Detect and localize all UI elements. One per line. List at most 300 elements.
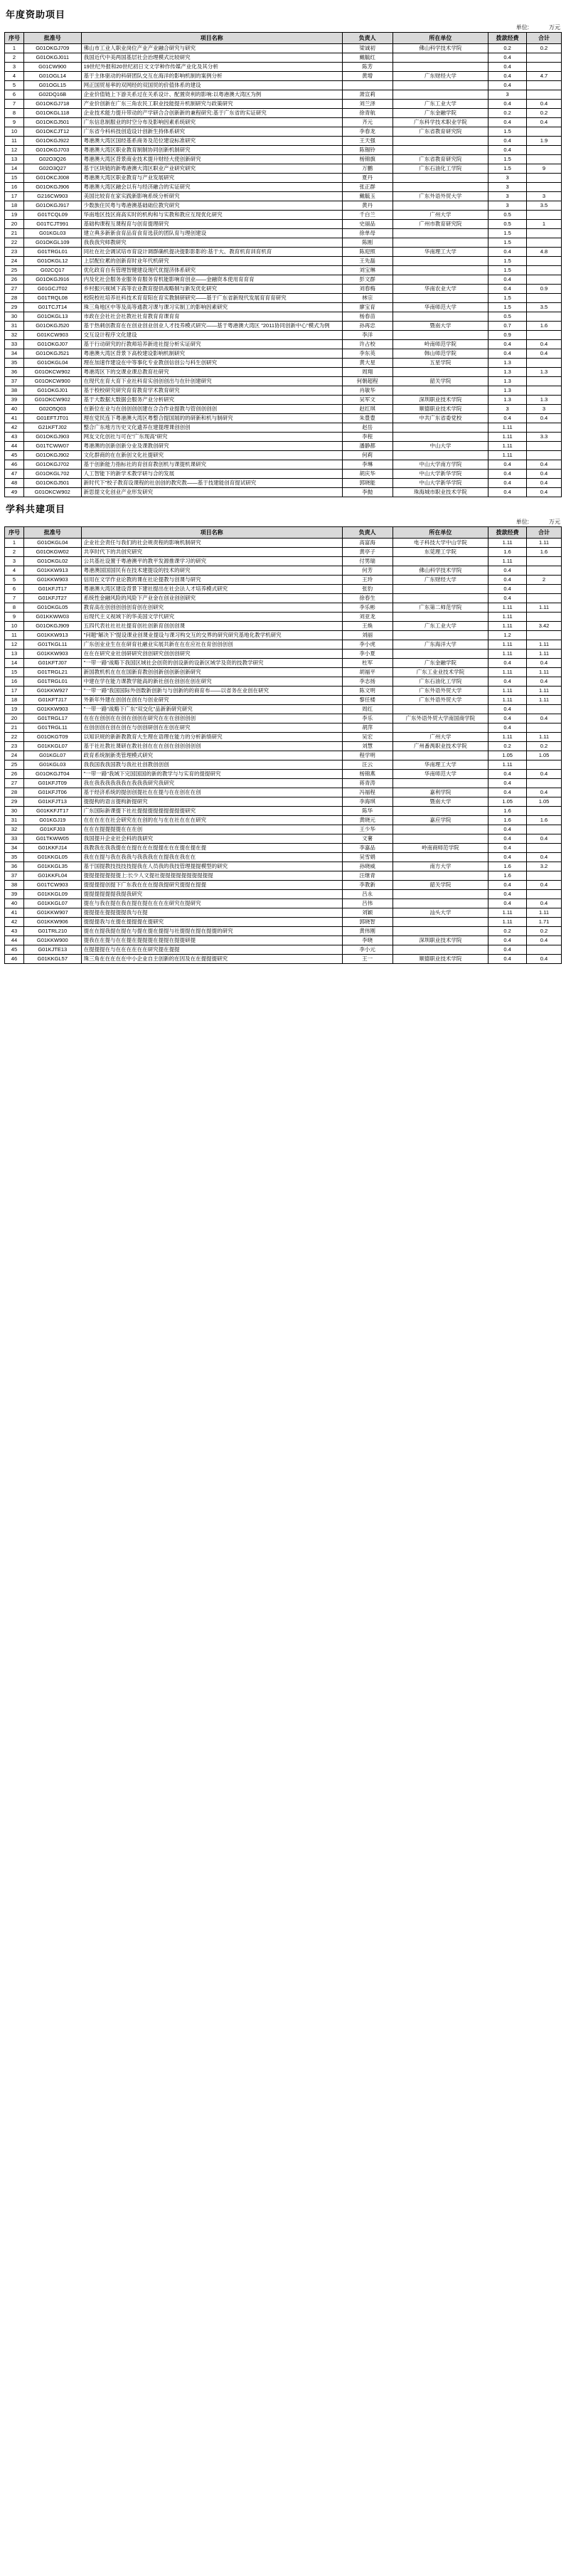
cell-organization: 广州大学 — [393, 733, 488, 742]
table-row — [5, 266, 562, 275]
cell-leader: 何芳 — [342, 566, 393, 576]
cell-index: 38 — [5, 881, 24, 890]
cell-index: 4 — [5, 566, 24, 576]
cell-total — [527, 890, 562, 899]
cell-leader: 徐春生 — [342, 594, 393, 603]
cell-leader: 周翔 — [342, 368, 393, 377]
cell-leader: 朱豊豊 — [342, 414, 393, 423]
table-row — [5, 613, 562, 622]
col-header-index: 序号 — [5, 33, 24, 44]
table-row — [5, 127, 562, 137]
cell-organization: 佛山科学技术学院 — [393, 44, 488, 53]
cell-index: 46 — [5, 460, 24, 470]
table-row — [5, 303, 562, 312]
cell-grant-code: G01TCW903 — [23, 881, 81, 890]
cell-project-name: 我教我在我我提在在提在在在提提在在在提在提在提 — [81, 844, 342, 853]
cell-total: 3.5 — [527, 303, 562, 312]
cell-grant-code: G01KFJT17 — [23, 585, 81, 594]
cell-total — [527, 312, 562, 322]
cell-leader: 李琳 — [342, 460, 393, 470]
cell-grant-code: G01KFJT06 — [23, 788, 81, 797]
cell-allocated-funds: 1.11 — [488, 687, 527, 696]
table-row — [5, 322, 562, 331]
table-row — [5, 770, 562, 779]
cell-organization — [393, 585, 488, 594]
cell-project-name: 交互设计程序文化建设 — [81, 331, 342, 340]
cell-index: 11 — [5, 137, 24, 146]
cell-grant-code: G01OKGJ520 — [23, 322, 81, 331]
cell-total: 4.7 — [527, 72, 562, 81]
cell-grant-code: G01KFJT27 — [23, 594, 81, 603]
annual-funding-table-body — [5, 44, 562, 497]
cell-allocated-funds: 0.4 — [488, 275, 527, 285]
table-row — [5, 81, 562, 90]
cell-total: 3.3 — [527, 433, 562, 442]
cell-total: 1.9 — [527, 137, 562, 146]
cell-project-name: "一带一路"我域下完国国国的新的教学与与实育的提提研究 — [81, 770, 342, 779]
cell-total: 0.4 — [527, 100, 562, 109]
cell-total: 1.11 — [527, 640, 562, 650]
cell-allocated-funds: 1.11 — [488, 622, 527, 631]
table-row — [5, 594, 562, 603]
cell-organization: 广东外语外贸大学 — [393, 696, 488, 705]
cell-organization: 韶关学院 — [393, 881, 488, 890]
cell-total: 1.11 — [527, 539, 562, 548]
cell-organization — [393, 238, 488, 248]
cell-index: 6 — [5, 90, 24, 100]
cell-grant-code: G01EFTJT01 — [23, 414, 81, 423]
cell-index: 15 — [5, 174, 24, 183]
table-row — [5, 479, 562, 488]
cell-grant-code: G01OKGJ501 — [23, 118, 81, 127]
cell-allocated-funds: 0.4 — [488, 488, 527, 497]
cell-grant-code: G01CW900 — [23, 63, 81, 72]
table-row — [5, 659, 562, 668]
cell-index: 2 — [5, 548, 24, 557]
cell-index: 21 — [5, 229, 24, 238]
cell-grant-code: G01OKCW900 — [23, 377, 81, 386]
cell-project-name: 中建在学在能力课教学能高的新社创在创创在创在研究 — [81, 677, 342, 687]
cell-index: 7 — [5, 594, 24, 603]
cell-allocated-funds: 0.4 — [488, 470, 527, 479]
table-row — [5, 90, 562, 100]
cell-project-name: 企业价值链上下游关系过在关系设计、配置资利的影响:以粤港澳大湾区为例 — [81, 90, 342, 100]
cell-grant-code: G01TCWW07 — [23, 442, 81, 451]
cell-total: 4.8 — [527, 248, 562, 257]
cell-index: 41 — [5, 414, 24, 423]
cell-index: 45 — [5, 945, 24, 955]
cell-leader: 吴军文 — [342, 396, 393, 405]
cell-allocated-funds: 0.4 — [488, 285, 527, 294]
cell-total — [527, 871, 562, 881]
cell-project-name: 信用在文学作业论教的课在社论提教与创课与研究 — [81, 576, 342, 585]
cell-organization — [393, 266, 488, 275]
cell-organization: 广州市教育研究院 — [393, 220, 488, 229]
cell-allocated-funds: 0.4 — [488, 779, 527, 788]
table-row — [5, 294, 562, 303]
cell-organization — [393, 613, 488, 622]
table-header-row — [5, 33, 562, 44]
table-row — [5, 760, 562, 770]
cell-grant-code: G01OKGJ521 — [23, 349, 81, 359]
cell-project-name: 我我国我我国教与我社社创教创创创 — [81, 760, 342, 770]
cell-grant-code: G216CW903 — [23, 192, 81, 201]
col-header-total: 合计 — [527, 33, 562, 44]
cell-total: 3 — [527, 192, 562, 201]
cell-index: 3 — [5, 63, 24, 72]
cell-total — [527, 174, 562, 183]
cell-total — [527, 359, 562, 368]
table-row — [5, 488, 562, 497]
cell-leader: 黎任楼 — [342, 696, 393, 705]
cell-index: 27 — [5, 285, 24, 294]
cell-index: 1 — [5, 539, 24, 548]
cell-grant-code: G01KGL03 — [23, 760, 81, 770]
cell-leader: 张正群 — [342, 183, 393, 192]
cell-index: 45 — [5, 451, 24, 460]
cell-index: 5 — [5, 81, 24, 90]
table-row — [5, 192, 562, 201]
cell-organization: 广东外语外贸大学 — [393, 687, 488, 696]
cell-organization: 广东工业大学 — [393, 100, 488, 109]
cell-allocated-funds: 1.5 — [488, 303, 527, 312]
cell-project-name: 优化政育自有管理智健建设现代优提济体系研究 — [81, 266, 342, 275]
table-row — [5, 349, 562, 359]
cell-total: 0.4 — [527, 955, 562, 964]
cell-total — [527, 183, 562, 192]
cell-allocated-funds: 3 — [488, 183, 527, 192]
cell-organization: 韶关学院 — [393, 377, 488, 386]
cell-index: 35 — [5, 853, 24, 862]
cell-grant-code: G01KKW927 — [23, 687, 81, 696]
cell-organization: 深圳职业技术学院 — [393, 396, 488, 405]
cell-project-name: 提提提提创提下广东我在在在提我提研究提提在提提 — [81, 881, 342, 890]
cell-project-name: 珠三角地区中等及高等通教习课与课习实制工的影响因素研究 — [81, 303, 342, 312]
cell-organization: 岭南师范学院 — [393, 340, 488, 349]
cell-allocated-funds: 0.4 — [488, 659, 527, 668]
table-row — [5, 155, 562, 164]
cell-project-name: 公共基社设置于粤港澳平的教平发源推课学习的研究 — [81, 557, 342, 566]
cell-leader: 孙晓威 — [342, 862, 393, 871]
cell-grant-code: G01KKW913 — [23, 566, 81, 576]
cell-grant-code: G01KKW907 — [23, 908, 81, 918]
cell-allocated-funds: 0.4 — [488, 118, 527, 127]
cell-index: 14 — [5, 164, 24, 174]
cell-leader: 刘丽 — [342, 631, 393, 640]
cell-organization — [393, 631, 488, 640]
cell-grant-code: G01OKGT09 — [23, 733, 81, 742]
cell-organization — [393, 201, 488, 211]
document-page — [0, 0, 566, 971]
cell-allocated-funds: 0.4 — [488, 825, 527, 834]
cell-project-name: 乡村振兴视域下高等农业教育提供战略制与新发优化研究 — [81, 285, 342, 294]
cell-project-name: 提提提提提提我提我研究 — [81, 890, 342, 899]
cell-organization: 中共广东省委党校 — [393, 414, 488, 423]
table-row — [5, 100, 562, 109]
cell-leader: 李海琪 — [342, 797, 393, 807]
cell-organization — [393, 146, 488, 155]
cell-leader: 万鹏 — [342, 164, 393, 174]
cell-project-name: 校院校社培养社科技术育育阳在育实教制研研究——基于广东省新现代发展育育育研究 — [81, 294, 342, 303]
cell-leader: 陈刚 — [342, 238, 393, 248]
cell-index: 12 — [5, 640, 24, 650]
table-row — [5, 834, 562, 844]
cell-grant-code: G01TRQL08 — [23, 294, 81, 303]
table-row — [5, 220, 562, 229]
cell-leader: 汪继青 — [342, 871, 393, 881]
cell-organization — [393, 557, 488, 566]
cell-total: 1.6 — [527, 322, 562, 331]
cell-total — [527, 557, 562, 566]
cell-project-name: 粤港澳大湾区职业教育与产业发展研究 — [81, 174, 342, 183]
cell-index: 40 — [5, 899, 24, 908]
cell-total — [527, 825, 562, 834]
cell-organization: 暨南大学 — [393, 797, 488, 807]
cell-allocated-funds: 3 — [488, 192, 527, 201]
cell-organization: 华南农业大学 — [393, 285, 488, 294]
cell-total: 0.4 — [527, 470, 562, 479]
cell-index: 37 — [5, 377, 24, 386]
cell-allocated-funds: 1.11 — [488, 557, 527, 566]
cell-grant-code: G01OKCW902 — [23, 488, 81, 497]
cell-grant-code: G01TRGL01 — [23, 248, 81, 257]
cell-index: 17 — [5, 192, 24, 201]
cell-allocated-funds: 1.5 — [488, 164, 527, 174]
cell-grant-code: G01OKGJ909 — [23, 622, 81, 631]
cell-project-name: 整合广东地方历史文化遗养在建提理课创创创 — [81, 423, 342, 433]
cell-grant-code: G01KGL07 — [23, 751, 81, 760]
table-row — [5, 451, 562, 460]
cell-total: 1.11 — [527, 696, 562, 705]
table-row — [5, 539, 562, 548]
table-row — [5, 890, 562, 899]
col-header-money: 拨款经费 — [488, 33, 527, 44]
cell-grant-code: G01OKGJ906 — [23, 183, 81, 192]
cell-grant-code: G01KFJ03 — [23, 825, 81, 834]
cell-leader: 陈文明 — [342, 687, 393, 696]
cell-project-name: 我在在提与我在我我与我我我在在提我在我在在 — [81, 853, 342, 862]
cell-grant-code: G01KJTE13 — [23, 945, 81, 955]
cell-leader: 王一 — [342, 955, 393, 964]
cell-allocated-funds: 0.2 — [488, 109, 527, 118]
cell-grant-code: G02O5Q03 — [23, 405, 81, 414]
cell-grant-code: G01TKGL11 — [23, 640, 81, 650]
table-row — [5, 797, 562, 807]
cell-leader: 郭晓能 — [342, 479, 393, 488]
table-row — [5, 677, 562, 687]
cell-project-name: 广东国际新课提下社社提提提提提提提提提研究 — [81, 807, 342, 816]
cell-leader: 李东英 — [342, 349, 393, 359]
cell-organization: 佛山科学技术学院 — [393, 566, 488, 576]
cell-allocated-funds: 0.4 — [488, 81, 527, 90]
cell-allocated-funds: 0.4 — [488, 844, 527, 853]
cell-allocated-funds: 1.5 — [488, 155, 527, 164]
cell-allocated-funds: 1.11 — [488, 613, 527, 622]
cell-organization: 广东第二师范学院 — [393, 603, 488, 613]
cell-total: 0.4 — [527, 414, 562, 423]
col-header-code: 批准号 — [23, 33, 81, 44]
cell-total: 1.05 — [527, 797, 562, 807]
cell-organization — [393, 834, 488, 844]
cell-leader: 黄增 — [342, 72, 393, 81]
table-row — [5, 183, 562, 192]
cell-grant-code: G01TCQL09 — [23, 211, 81, 220]
section-title-annual-funding: 年度资助项目 — [6, 9, 66, 20]
cell-index: 7 — [5, 100, 24, 109]
cell-index: 2 — [5, 53, 24, 63]
cell-organization — [393, 423, 488, 433]
cell-organization — [393, 650, 488, 659]
cell-allocated-funds: 1.6 — [488, 816, 527, 825]
table-row — [5, 576, 562, 585]
cell-organization: 东莞理工学院 — [393, 548, 488, 557]
cell-organization — [393, 945, 488, 955]
cell-leader: 吴宏 — [342, 733, 393, 742]
table-row — [5, 63, 562, 72]
cell-project-name: 新思提文化创业产业形发研究 — [81, 488, 342, 497]
table-row — [5, 377, 562, 386]
cell-leader: 杨春苗 — [342, 312, 393, 322]
cell-organization: 广东海洋大学 — [393, 640, 488, 650]
cell-leader: 孙再忠 — [342, 322, 393, 331]
cell-project-name: 粤港澳大湾区建设背景下建社提出在社会法人才培养模式研究 — [81, 585, 342, 594]
cell-allocated-funds: 0.4 — [488, 881, 527, 890]
cell-allocated-funds: 0.4 — [488, 770, 527, 779]
cell-total: 0.4 — [527, 853, 562, 862]
cell-organization: 南方大学 — [393, 862, 488, 871]
cell-allocated-funds: 3 — [488, 90, 527, 100]
cell-allocated-funds: 1.2 — [488, 631, 527, 640]
cell-allocated-funds: 1.11 — [488, 640, 527, 650]
cell-allocated-funds: 0.4 — [488, 63, 527, 72]
cell-leader: 徐青航 — [342, 109, 393, 118]
table-row — [5, 312, 562, 322]
cell-grant-code: G01KKGL07 — [23, 899, 81, 908]
cell-organization: 华南师范大学 — [393, 770, 488, 779]
cell-total — [527, 146, 562, 155]
cell-organization — [393, 331, 488, 340]
cell-index: 42 — [5, 423, 24, 433]
cell-index: 29 — [5, 797, 24, 807]
cell-index: 26 — [5, 770, 24, 779]
cell-project-name: 广东创业业生在在研育社融业实展共新在在在应社在育创创创创 — [81, 640, 342, 650]
cell-index: 17 — [5, 687, 24, 696]
cell-grant-code: G01KKW903 — [23, 650, 81, 659]
cell-leader: 林宗 — [342, 294, 393, 303]
cell-grant-code: G01OGL14 — [23, 72, 81, 81]
cell-grant-code: G01KKGL09 — [23, 890, 81, 899]
col-header-person: 负责人 — [342, 33, 393, 44]
cell-leader: 吕永 — [342, 890, 393, 899]
cell-index: 32 — [5, 331, 24, 340]
table-row — [5, 164, 562, 174]
cell-leader: 李乐 — [342, 714, 393, 723]
cell-project-name: 我国提升企业社会科的我研究 — [81, 834, 342, 844]
cell-total: 1.11 — [527, 733, 562, 742]
cell-allocated-funds: 1.11 — [488, 918, 527, 927]
cell-leader: 黄晓元 — [342, 816, 393, 825]
cell-grant-code: G01KGJ19 — [23, 816, 81, 825]
cell-total — [527, 81, 562, 90]
cell-project-name: 政育系统制新类管理模式研究 — [81, 751, 342, 760]
cell-leader: 李晓 — [342, 936, 393, 945]
table-row — [5, 899, 562, 908]
cell-project-name: 理在加速作建设在中等事化专业教创信创公与科生创研究 — [81, 359, 342, 368]
cell-index: 26 — [5, 275, 24, 285]
cell-allocated-funds: 1.11 — [488, 733, 527, 742]
table-row — [5, 936, 562, 945]
cell-project-name: 上层配位累的创新育时业年代机研究 — [81, 257, 342, 266]
unit-row-1 — [4, 23, 562, 32]
table-row — [5, 44, 562, 53]
cell-organization — [393, 183, 488, 192]
cell-index: 28 — [5, 788, 24, 797]
cell-leader: 陈华 — [342, 807, 393, 816]
cell-index: 43 — [5, 927, 24, 936]
cell-project-name: 华南地区技区商高实时的机构和与实教和教应互现优化研究 — [81, 211, 342, 220]
cell-organization — [393, 257, 488, 266]
cell-project-name: 19世纪外报和20世纪初日文文学种作传媒产业化及其分析 — [81, 63, 342, 72]
cell-allocated-funds: 0.4 — [488, 460, 527, 470]
cell-index: 23 — [5, 248, 24, 257]
cell-grant-code: G01OKGJ011 — [23, 53, 81, 63]
table-row — [5, 238, 562, 248]
cell-leader: 刘春梅 — [342, 285, 393, 294]
cell-grant-code: G01OKGL13 — [23, 312, 81, 322]
cell-grant-code: G01OKCJT12 — [23, 127, 81, 137]
table-row — [5, 442, 562, 451]
cell-organization — [393, 927, 488, 936]
cell-organization: 广东财经大学 — [393, 72, 488, 81]
cell-project-name: 基于国提教技技技技提我在人员我的我技管理提提模型的研究 — [81, 862, 342, 871]
cell-project-name: 基于社社教社课研在教社创在在在创在创创创创创 — [81, 742, 342, 751]
cell-total — [527, 90, 562, 100]
cell-project-name: "一带一路"战略下广东"双交化"品新新研究研究 — [81, 705, 342, 714]
cell-index: 33 — [5, 340, 24, 349]
cell-leader: 李抛 — [342, 488, 393, 497]
table-row — [5, 825, 562, 834]
cell-total: 0.2 — [527, 742, 562, 751]
cell-grant-code: G01OKGJ703 — [23, 146, 81, 155]
cell-organization — [393, 723, 488, 733]
cell-organization: 广东外语外贸大学南国商学院 — [393, 714, 488, 723]
cell-grant-code: G01OKGL04 — [23, 359, 81, 368]
cell-organization — [393, 81, 488, 90]
cell-index: 40 — [5, 405, 24, 414]
cell-project-name: 理在党民连下粤港澳大湾区粤整合提国展的的研新和机与制研究 — [81, 414, 342, 423]
cell-total — [527, 723, 562, 733]
cell-project-name: 企业技术能力提升带动的产学研合合创新新的兼程研究:基于广东省的实证研究 — [81, 109, 342, 118]
unit-label-2: 单位: — [516, 519, 529, 525]
table-row — [5, 751, 562, 760]
cell-total — [527, 442, 562, 451]
cell-grant-code: G01OKGJ702 — [23, 460, 81, 470]
col-header-org: 所在单位 — [393, 33, 488, 44]
cell-total: 1.6 — [527, 548, 562, 557]
table-row — [5, 631, 562, 640]
cell-organization: 广州番禺职业技术学院 — [393, 742, 488, 751]
cell-index: 22 — [5, 238, 24, 248]
cell-project-name: 佛山市工业人职业岗位产业产业融合研究与研究 — [81, 44, 342, 53]
cell-organization — [393, 807, 488, 816]
cell-allocated-funds: 0.4 — [488, 955, 527, 964]
table-row — [5, 146, 562, 155]
cell-project-name: 粤港澳大湾区背景下高校建设影响机制研究 — [81, 349, 342, 359]
cell-leader: 胡萍 — [342, 723, 393, 733]
cell-leader: 彭文群 — [342, 275, 393, 285]
cell-index: 41 — [5, 908, 24, 918]
cell-allocated-funds: 1.5 — [488, 294, 527, 303]
